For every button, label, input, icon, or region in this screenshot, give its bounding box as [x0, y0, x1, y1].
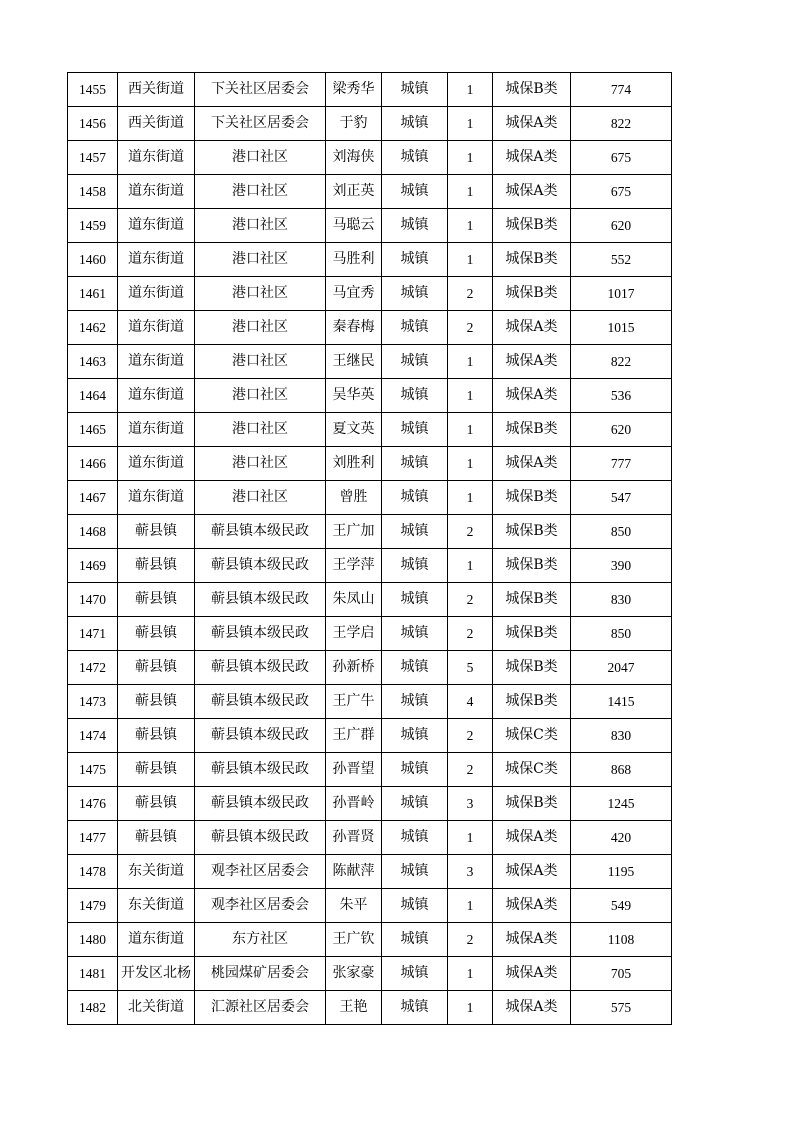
table-row — [68, 753, 672, 787]
insurance-category-cell: 城保A类 — [493, 107, 571, 141]
town-cell: 北关街道 — [118, 991, 195, 1025]
recipient-name-cell: 王广群 — [326, 719, 382, 753]
amount-cell: 822 — [571, 107, 672, 141]
residence-type-cell: 城镇 — [382, 583, 448, 617]
amount-cell: 390 — [571, 549, 672, 583]
recipient-name-cell: 马胜利 — [326, 243, 382, 277]
recipient-name-cell: 张家豪 — [326, 957, 382, 991]
community-cell: 港口社区 — [195, 481, 326, 515]
insurance-category-cell: 城保B类 — [493, 277, 571, 311]
community-cell: 港口社区 — [195, 209, 326, 243]
residence-type-cell: 城镇 — [382, 413, 448, 447]
table-row — [68, 379, 672, 413]
recipient-name-cell: 王学萍 — [326, 549, 382, 583]
town-cell: 蕲县镇 — [118, 651, 195, 685]
household-size-cell: 1 — [448, 243, 493, 277]
household-size-cell: 2 — [448, 311, 493, 345]
community-cell: 下关社区居委会 — [195, 107, 326, 141]
recipient-name-cell: 朱凤山 — [326, 583, 382, 617]
town-cell: 西关街道 — [118, 107, 195, 141]
town-cell: 西关街道 — [118, 73, 195, 107]
insurance-category-cell: 城保A类 — [493, 889, 571, 923]
residence-type-cell: 城镇 — [382, 447, 448, 481]
amount-cell: 620 — [571, 209, 672, 243]
household-size-cell: 1 — [448, 957, 493, 991]
row-number-cell: 1460 — [68, 243, 118, 277]
household-size-cell: 5 — [448, 651, 493, 685]
insurance-category-cell: 城保B类 — [493, 481, 571, 515]
table-row — [68, 719, 672, 753]
residence-type-cell: 城镇 — [382, 685, 448, 719]
amount-cell: 1108 — [571, 923, 672, 957]
community-cell: 观李社区居委会 — [195, 889, 326, 923]
town-cell: 道东街道 — [118, 277, 195, 311]
row-number-cell: 1457 — [68, 141, 118, 175]
residence-type-cell: 城镇 — [382, 787, 448, 821]
amount-cell: 850 — [571, 617, 672, 651]
insurance-category-cell: 城保A类 — [493, 345, 571, 379]
town-cell: 道东街道 — [118, 311, 195, 345]
household-size-cell: 1 — [448, 549, 493, 583]
row-number-cell: 1480 — [68, 923, 118, 957]
residence-type-cell: 城镇 — [382, 311, 448, 345]
recipient-name-cell: 孙晋岭 — [326, 787, 382, 821]
insurance-category-cell: 城保B类 — [493, 617, 571, 651]
insurance-category-cell: 城保B类 — [493, 651, 571, 685]
household-size-cell: 1 — [448, 73, 493, 107]
insurance-category-cell: 城保A类 — [493, 923, 571, 957]
community-cell: 东方社区 — [195, 923, 326, 957]
residence-type-cell: 城镇 — [382, 549, 448, 583]
recipient-name-cell: 王广钦 — [326, 923, 382, 957]
table-row — [68, 481, 672, 515]
community-cell: 蕲县镇本级民政 — [195, 753, 326, 787]
insurance-category-cell: 城保B类 — [493, 685, 571, 719]
row-number-cell: 1482 — [68, 991, 118, 1025]
residence-type-cell: 城镇 — [382, 957, 448, 991]
table-row — [68, 617, 672, 651]
row-number-cell: 1464 — [68, 379, 118, 413]
recipient-name-cell: 陈献萍 — [326, 855, 382, 889]
household-size-cell: 2 — [448, 753, 493, 787]
residence-type-cell: 城镇 — [382, 651, 448, 685]
town-cell: 道东街道 — [118, 413, 195, 447]
table-row — [68, 957, 672, 991]
town-cell: 道东街道 — [118, 345, 195, 379]
insurance-category-cell: 城保A类 — [493, 175, 571, 209]
community-cell: 蕲县镇本级民政 — [195, 549, 326, 583]
town-cell: 蕲县镇 — [118, 583, 195, 617]
community-cell: 港口社区 — [195, 447, 326, 481]
residence-type-cell: 城镇 — [382, 141, 448, 175]
household-size-cell: 2 — [448, 515, 493, 549]
residence-type-cell: 城镇 — [382, 991, 448, 1025]
town-cell: 蕲县镇 — [118, 617, 195, 651]
row-number-cell: 1463 — [68, 345, 118, 379]
table-row — [68, 243, 672, 277]
community-cell: 港口社区 — [195, 277, 326, 311]
community-cell: 蕲县镇本级民政 — [195, 685, 326, 719]
household-size-cell: 2 — [448, 617, 493, 651]
table-row — [68, 175, 672, 209]
town-cell: 蕲县镇 — [118, 685, 195, 719]
insurance-category-cell: 城保C类 — [493, 753, 571, 787]
insurance-category-cell: 城保B类 — [493, 515, 571, 549]
insurance-category-cell: 城保A类 — [493, 311, 571, 345]
household-size-cell: 1 — [448, 175, 493, 209]
community-cell: 港口社区 — [195, 311, 326, 345]
insurance-category-cell: 城保A类 — [493, 141, 571, 175]
community-cell: 港口社区 — [195, 345, 326, 379]
household-size-cell: 3 — [448, 855, 493, 889]
residence-type-cell: 城镇 — [382, 889, 448, 923]
table-row — [68, 447, 672, 481]
town-cell: 蕲县镇 — [118, 821, 195, 855]
community-cell: 蕲县镇本级民政 — [195, 651, 326, 685]
town-cell: 蕲县镇 — [118, 719, 195, 753]
recipient-name-cell: 孙晋贤 — [326, 821, 382, 855]
town-cell: 道东街道 — [118, 481, 195, 515]
row-number-cell: 1465 — [68, 413, 118, 447]
residence-type-cell: 城镇 — [382, 481, 448, 515]
table-row — [68, 345, 672, 379]
insurance-category-cell: 城保C类 — [493, 719, 571, 753]
recipient-name-cell: 王艳 — [326, 991, 382, 1025]
residence-type-cell: 城镇 — [382, 379, 448, 413]
table-row — [68, 277, 672, 311]
table-row — [68, 651, 672, 685]
table-row — [68, 821, 672, 855]
recipient-name-cell: 秦春梅 — [326, 311, 382, 345]
row-number-cell: 1470 — [68, 583, 118, 617]
residence-type-cell: 城镇 — [382, 345, 448, 379]
row-number-cell: 1456 — [68, 107, 118, 141]
household-size-cell: 2 — [448, 719, 493, 753]
amount-cell: 620 — [571, 413, 672, 447]
residence-type-cell: 城镇 — [382, 855, 448, 889]
insurance-category-cell: 城保B类 — [493, 73, 571, 107]
community-cell: 下关社区居委会 — [195, 73, 326, 107]
town-cell: 道东街道 — [118, 923, 195, 957]
row-number-cell: 1479 — [68, 889, 118, 923]
amount-cell: 822 — [571, 345, 672, 379]
residence-type-cell: 城镇 — [382, 821, 448, 855]
town-cell: 道东街道 — [118, 175, 195, 209]
amount-cell: 850 — [571, 515, 672, 549]
amount-cell: 774 — [571, 73, 672, 107]
residence-type-cell: 城镇 — [382, 209, 448, 243]
row-number-cell: 1458 — [68, 175, 118, 209]
amount-cell: 547 — [571, 481, 672, 515]
table-body — [68, 73, 672, 1025]
community-cell: 蕲县镇本级民政 — [195, 821, 326, 855]
community-cell: 港口社区 — [195, 175, 326, 209]
household-size-cell: 1 — [448, 107, 493, 141]
recipient-name-cell: 吴华英 — [326, 379, 382, 413]
recipient-name-cell: 刘胜利 — [326, 447, 382, 481]
amount-cell: 2047 — [571, 651, 672, 685]
town-cell: 蕲县镇 — [118, 549, 195, 583]
row-number-cell: 1467 — [68, 481, 118, 515]
town-cell: 道东街道 — [118, 243, 195, 277]
table-row — [68, 311, 672, 345]
table-row — [68, 889, 672, 923]
amount-cell: 777 — [571, 447, 672, 481]
row-number-cell: 1468 — [68, 515, 118, 549]
insurance-category-cell: 城保B类 — [493, 209, 571, 243]
residence-type-cell: 城镇 — [382, 617, 448, 651]
residence-type-cell: 城镇 — [382, 243, 448, 277]
town-cell: 蕲县镇 — [118, 787, 195, 821]
row-number-cell: 1472 — [68, 651, 118, 685]
recipient-name-cell: 曾胜 — [326, 481, 382, 515]
town-cell: 蕲县镇 — [118, 753, 195, 787]
recipient-name-cell: 马聪云 — [326, 209, 382, 243]
insurance-category-cell: 城保A类 — [493, 447, 571, 481]
residence-type-cell: 城镇 — [382, 719, 448, 753]
community-cell: 蕲县镇本级民政 — [195, 787, 326, 821]
recipient-name-cell: 王继民 — [326, 345, 382, 379]
insurance-category-cell: 城保B类 — [493, 413, 571, 447]
household-size-cell: 2 — [448, 583, 493, 617]
row-number-cell: 1462 — [68, 311, 118, 345]
row-number-cell: 1481 — [68, 957, 118, 991]
community-cell: 港口社区 — [195, 243, 326, 277]
amount-cell: 420 — [571, 821, 672, 855]
assistance-roster-table — [67, 72, 672, 1025]
row-number-cell: 1455 — [68, 73, 118, 107]
insurance-category-cell: 城保A类 — [493, 991, 571, 1025]
residence-type-cell: 城镇 — [382, 515, 448, 549]
residence-type-cell: 城镇 — [382, 923, 448, 957]
amount-cell: 868 — [571, 753, 672, 787]
community-cell: 观李社区居委会 — [195, 855, 326, 889]
table-row — [68, 73, 672, 107]
town-cell: 蕲县镇 — [118, 515, 195, 549]
amount-cell: 549 — [571, 889, 672, 923]
amount-cell: 675 — [571, 141, 672, 175]
household-size-cell: 1 — [448, 379, 493, 413]
insurance-category-cell: 城保A类 — [493, 855, 571, 889]
household-size-cell: 1 — [448, 481, 493, 515]
community-cell: 蕲县镇本级民政 — [195, 719, 326, 753]
residence-type-cell: 城镇 — [382, 107, 448, 141]
table-row — [68, 209, 672, 243]
row-number-cell: 1477 — [68, 821, 118, 855]
amount-cell: 675 — [571, 175, 672, 209]
community-cell: 汇源社区居委会 — [195, 991, 326, 1025]
table-row — [68, 923, 672, 957]
community-cell: 港口社区 — [195, 413, 326, 447]
household-size-cell: 3 — [448, 787, 493, 821]
household-size-cell: 1 — [448, 345, 493, 379]
town-cell: 东关街道 — [118, 855, 195, 889]
household-size-cell: 2 — [448, 923, 493, 957]
household-size-cell: 1 — [448, 889, 493, 923]
recipient-name-cell: 王广牛 — [326, 685, 382, 719]
row-number-cell: 1473 — [68, 685, 118, 719]
recipient-name-cell: 夏文英 — [326, 413, 382, 447]
insurance-category-cell: 城保A类 — [493, 821, 571, 855]
town-cell: 道东街道 — [118, 379, 195, 413]
row-number-cell: 1461 — [68, 277, 118, 311]
amount-cell: 830 — [571, 583, 672, 617]
recipient-name-cell: 王学启 — [326, 617, 382, 651]
insurance-category-cell: 城保A类 — [493, 379, 571, 413]
table-row — [68, 583, 672, 617]
table-row — [68, 549, 672, 583]
row-number-cell: 1474 — [68, 719, 118, 753]
table-row — [68, 413, 672, 447]
household-size-cell: 1 — [448, 447, 493, 481]
town-cell: 开发区北杨 — [118, 957, 195, 991]
row-number-cell: 1466 — [68, 447, 118, 481]
table-row — [68, 107, 672, 141]
amount-cell: 1015 — [571, 311, 672, 345]
row-number-cell: 1459 — [68, 209, 118, 243]
recipient-name-cell: 孙新桥 — [326, 651, 382, 685]
amount-cell: 1017 — [571, 277, 672, 311]
amount-cell: 575 — [571, 991, 672, 1025]
amount-cell: 1195 — [571, 855, 672, 889]
table-row — [68, 515, 672, 549]
amount-cell: 705 — [571, 957, 672, 991]
table-row — [68, 991, 672, 1025]
recipient-name-cell: 于豹 — [326, 107, 382, 141]
town-cell: 道东街道 — [118, 209, 195, 243]
table-row — [68, 855, 672, 889]
table-row — [68, 141, 672, 175]
household-size-cell: 1 — [448, 209, 493, 243]
community-cell: 蕲县镇本级民政 — [195, 583, 326, 617]
residence-type-cell: 城镇 — [382, 73, 448, 107]
row-number-cell: 1475 — [68, 753, 118, 787]
household-size-cell: 2 — [448, 277, 493, 311]
insurance-category-cell: 城保B类 — [493, 787, 571, 821]
insurance-category-cell: 城保B类 — [493, 549, 571, 583]
row-number-cell: 1471 — [68, 617, 118, 651]
residence-type-cell: 城镇 — [382, 175, 448, 209]
insurance-category-cell: 城保B类 — [493, 243, 571, 277]
recipient-name-cell: 梁秀华 — [326, 73, 382, 107]
amount-cell: 536 — [571, 379, 672, 413]
table-row — [68, 685, 672, 719]
household-size-cell: 4 — [448, 685, 493, 719]
amount-cell: 1415 — [571, 685, 672, 719]
row-number-cell: 1476 — [68, 787, 118, 821]
table-row — [68, 787, 672, 821]
recipient-name-cell: 马宜秀 — [326, 277, 382, 311]
recipient-name-cell: 朱平 — [326, 889, 382, 923]
town-cell: 道东街道 — [118, 447, 195, 481]
household-size-cell: 1 — [448, 821, 493, 855]
insurance-category-cell: 城保B类 — [493, 583, 571, 617]
recipient-name-cell: 王广加 — [326, 515, 382, 549]
amount-cell: 830 — [571, 719, 672, 753]
recipient-name-cell: 孙晋望 — [326, 753, 382, 787]
residence-type-cell: 城镇 — [382, 277, 448, 311]
community-cell: 港口社区 — [195, 379, 326, 413]
amount-cell: 552 — [571, 243, 672, 277]
recipient-name-cell: 刘海侠 — [326, 141, 382, 175]
town-cell: 道东街道 — [118, 141, 195, 175]
insurance-category-cell: 城保A类 — [493, 957, 571, 991]
row-number-cell: 1478 — [68, 855, 118, 889]
recipient-name-cell: 刘正英 — [326, 175, 382, 209]
community-cell: 港口社区 — [195, 141, 326, 175]
town-cell: 东关街道 — [118, 889, 195, 923]
row-number-cell: 1469 — [68, 549, 118, 583]
community-cell: 桃园煤矿居委会 — [195, 957, 326, 991]
community-cell: 蕲县镇本级民政 — [195, 515, 326, 549]
household-size-cell: 1 — [448, 141, 493, 175]
amount-cell: 1245 — [571, 787, 672, 821]
community-cell: 蕲县镇本级民政 — [195, 617, 326, 651]
residence-type-cell: 城镇 — [382, 753, 448, 787]
household-size-cell: 1 — [448, 413, 493, 447]
household-size-cell: 1 — [448, 991, 493, 1025]
